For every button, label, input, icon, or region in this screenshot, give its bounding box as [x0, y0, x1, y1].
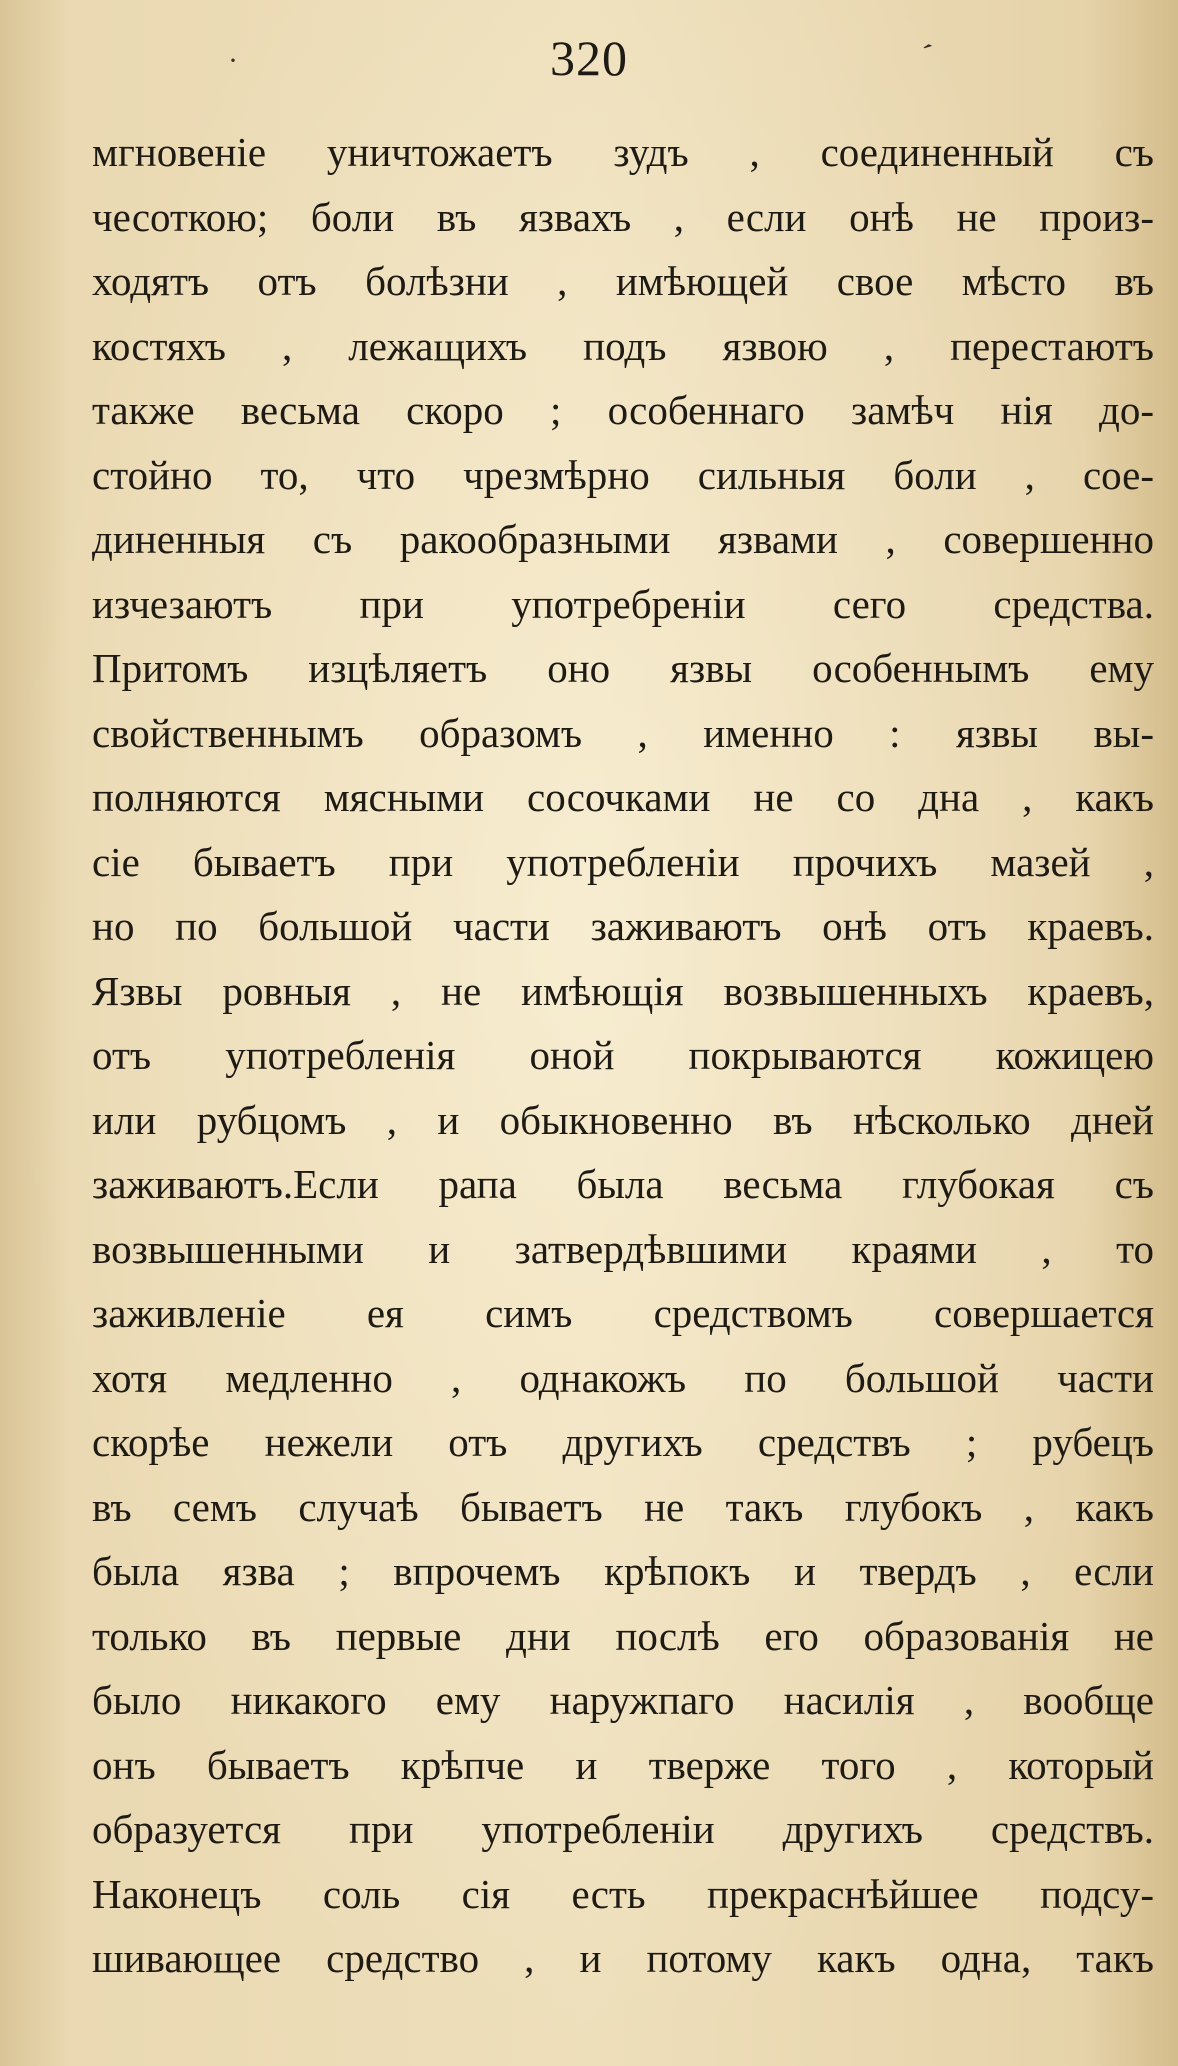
text-line: сіе бываетъ при употребленіи прочихъ мазей , — [92, 838, 1154, 885]
text-line: но по большой части заживаютъ онѣ отъ краевъ. — [92, 903, 1154, 949]
text-line: скорѣе нежели отъ другихъ средствъ ; рубецъ — [92, 1419, 1154, 1465]
text-line: или рубцомъ , и обыкновенно въ нѣсколько дней — [92, 1096, 1154, 1143]
ink-speck: · — [228, 44, 238, 77]
text-line: была язва ; впрочемъ крѣпокъ и твердъ , если — [92, 1548, 1154, 1594]
text-line: въ семъ случаѣ бываетъ не такъ глубокъ , какъ — [92, 1483, 1154, 1530]
text-line: только въ первые дни послѣ его образованія не — [92, 1612, 1154, 1659]
text-line: Язвы ровныя , не имѣющія возвышенныхъ краевъ, — [92, 967, 1154, 1014]
text-line: Притомъ изцѣляетъ оно язвы особеннымъ ему — [92, 645, 1154, 691]
text-line: шивающее средство , и потому какъ одна, такъ — [92, 1935, 1154, 1981]
text-line: изчезаютъ при употребреніи сего средства. — [92, 580, 1154, 627]
text-line: возвышенными и затвердѣвшими краями , то — [92, 1225, 1154, 1272]
text-line: заживленіе ея симъ средствомъ совершается — [92, 1290, 1154, 1336]
text-line: онъ бываетъ крѣпче и тверже того , который — [92, 1741, 1154, 1788]
text-line: мгновеніе уничтожаетъ зудъ , соединенный съ — [92, 129, 1154, 175]
text-line: отъ употребленія оной покрываются кожицею — [92, 1032, 1154, 1078]
body-text — [92, 120, 1154, 1991]
text-line: заживаютъ.Если рапа была весьма глубокая съ — [92, 1161, 1154, 1207]
ink-speck: ˊ — [912, 37, 936, 76]
text-line: также весьма скоро ; особеннаго замѣч нія до- — [92, 387, 1154, 433]
text-line: ходятъ отъ болѣзни , имѣющей свое мѣсто въ — [92, 258, 1154, 304]
text-line: свойственнымъ образомъ , именно : язвы вы- — [92, 709, 1154, 756]
text-line: костяхъ , лежащихъ подъ язвою , перестаютъ — [92, 322, 1154, 369]
text-line: хотя медленно , однакожъ по большой части — [92, 1354, 1154, 1401]
text-line: чесоткою; боли въ язвахъ , если онѣ не произ- — [92, 193, 1154, 240]
text-line: было никакого ему наружпаго насилія , вообще — [92, 1677, 1154, 1723]
page-number: 320 — [550, 30, 628, 86]
text-line: образуется при употребленіи другихъ средствъ. — [92, 1806, 1154, 1852]
text-line: полняются мясными сосочками не со дна , какъ — [92, 774, 1154, 820]
text-line: стойно то, что чрезмѣрно сильныя боли , сое- — [92, 451, 1154, 498]
text-line: диненныя съ ракообразными язвами , совершенно — [92, 516, 1154, 562]
text-line: Наконецъ соль сія есть прекраснѣйшее подсу- — [92, 1870, 1154, 1917]
